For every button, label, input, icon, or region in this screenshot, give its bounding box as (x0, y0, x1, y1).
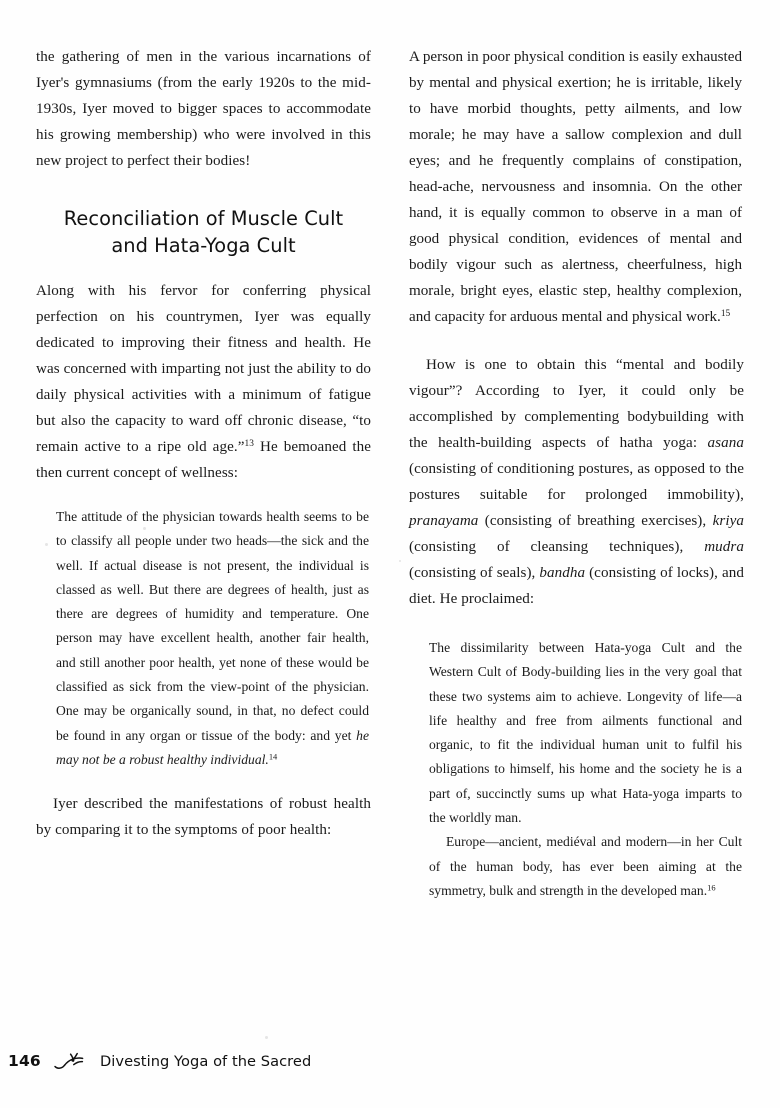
floral-flourish-ornament-icon (52, 1050, 86, 1072)
right-column (409, 44, 744, 974)
blockquote-physician-roman: The attitude of the physician towards health seems to be to classify all people under two heads—the sick and the well. If actual disease is not present, the individual is classed as well. But there are degrees of health, just as there are degrees of humidity and temperature. One person may have excellent health, another fair health, and still another poor health, yet none of these would be classified as sick from the view-point of the physician. One may be organically sound, in that, no defect could be found in any organ or tissue of the body: and yet (56, 509, 369, 743)
paragraph-how-text-a: How is one to obtain this “mental and bodily vigour”? According to Iyer, it could only be accomplished by complementing bodybuilding with the health-building aspects of hatha yoga: (409, 357, 744, 451)
spacer (36, 772, 371, 791)
paragraph-how-text-e: (consisting of seals), (409, 565, 540, 581)
term-mudra: mudra (704, 539, 744, 555)
section-heading-line-1: Reconciliation of Muscle Cult (63, 207, 344, 230)
blockquote-poor-condition-roman: A person in poor physical condition is easily exhausted by mental and physical exertion; he is irritable, likely to have morbid thoughts, petty ailments, and low morale; he may have a sallow complexion and dull eyes; and he frequently complains of constipation, head-ache, nervousness and insomnia. On the other hand, it is equally common to observe in a man of good physical condition, evidences of mental and bodily vigour such as alertness, cheerfulness, high morale, bright eyes, elastic step, healthy complexion, and capacity for arduous mental and physical work. (409, 49, 742, 325)
term-bandha: bandha (539, 565, 586, 581)
blockquote-dissimilarity-p2 (429, 830, 742, 903)
blockquote-physician-text (56, 505, 369, 772)
paragraph-fervor-text-b: He bemoaned the then current concept of wellness: (36, 439, 371, 481)
section-heading-line-2: and Hata-Yoga Cult (111, 234, 296, 257)
term-asana: asana (707, 435, 744, 451)
paragraph-how-text-c: (consisting of breathing exercises), (478, 513, 713, 529)
section-heading (36, 205, 371, 259)
blockquote-poor-condition-text (409, 44, 742, 330)
paragraph-how-text-d: (consisting of cleansing techniques), (409, 539, 705, 555)
blockquote-dissimilarity-p1: The dissimilarity between Hata-yoga Cult and the Western Cult of Body-building lies in the very goal that these two systems aim to achieve. Longevity of life—a life healthy and free from ailments functional and organic, to fit the individual human unit to fulfil his obligations to himself, his home and the society he is a part of, succinctly sums up what Hata-yoga imparts to the worldly man. (429, 640, 742, 826)
term-pranayama: pranayama (409, 513, 479, 529)
page-footer (0, 1046, 780, 1076)
blockquote-physician-attitude (36, 505, 371, 772)
page-number: 146 (8, 1052, 41, 1070)
paragraph-how-text-b: (consisting of conditioning postures, as opposed to the postures suitable for prolonged immobility), (409, 461, 744, 503)
paragraph-how-to-obtain (409, 352, 744, 612)
two-column-text-body (36, 44, 744, 974)
term-kriya: kriya (712, 513, 744, 529)
running-title: Divesting Yoga of the Sacred (100, 1052, 312, 1070)
paragraph-continued: the gathering of men in the various incarnations of Iyer's gymnasiums (from the early 1920s to the mid-1930s, Iyer moved to bigger spaces to accommodate his growing membership) who were involved in this new project to perfect their bodies! (36, 49, 371, 169)
blockquote-physician-italic: he may not be a robust healthy individual. (56, 727, 369, 767)
footnote-marker-14: 14 (268, 751, 278, 762)
paragraph-fervor (36, 278, 371, 486)
footnote-marker-15: 15 (720, 309, 731, 320)
paragraph-manifestations: Iyer described the manifestations of robust health by comparing it to the symptoms of poor health: (36, 796, 371, 839)
paper-speck (265, 1036, 268, 1039)
paragraph-fervor-text-a: Along with his fervor for conferring physical perfection on his countrymen, Iyer was equally dedicated to improving their fitness and health. He was concerned with imparting not just the ability to do daily physical activities with a minimum of fatigue but also the capacity to ward off chronic disease, “to remain active to a ripe old age.” (36, 283, 371, 455)
paragraph-how-text-f: (consisting of locks), and diet. He proclaimed: (409, 565, 744, 607)
spacer (409, 330, 744, 352)
left-column (36, 44, 371, 974)
blockquote-dissimilarity (409, 636, 744, 903)
blockquote-dissimilarity-p2-text: Europe—ancient, mediéval and modern—in her Cult of the human body, has ever been aiming at the symmetry, bulk and strength in the developed man. (429, 834, 742, 898)
footnote-marker-13: 13 (244, 439, 254, 450)
blockquote-poor-condition (409, 44, 744, 330)
footnote-marker-16: 16 (707, 882, 716, 893)
